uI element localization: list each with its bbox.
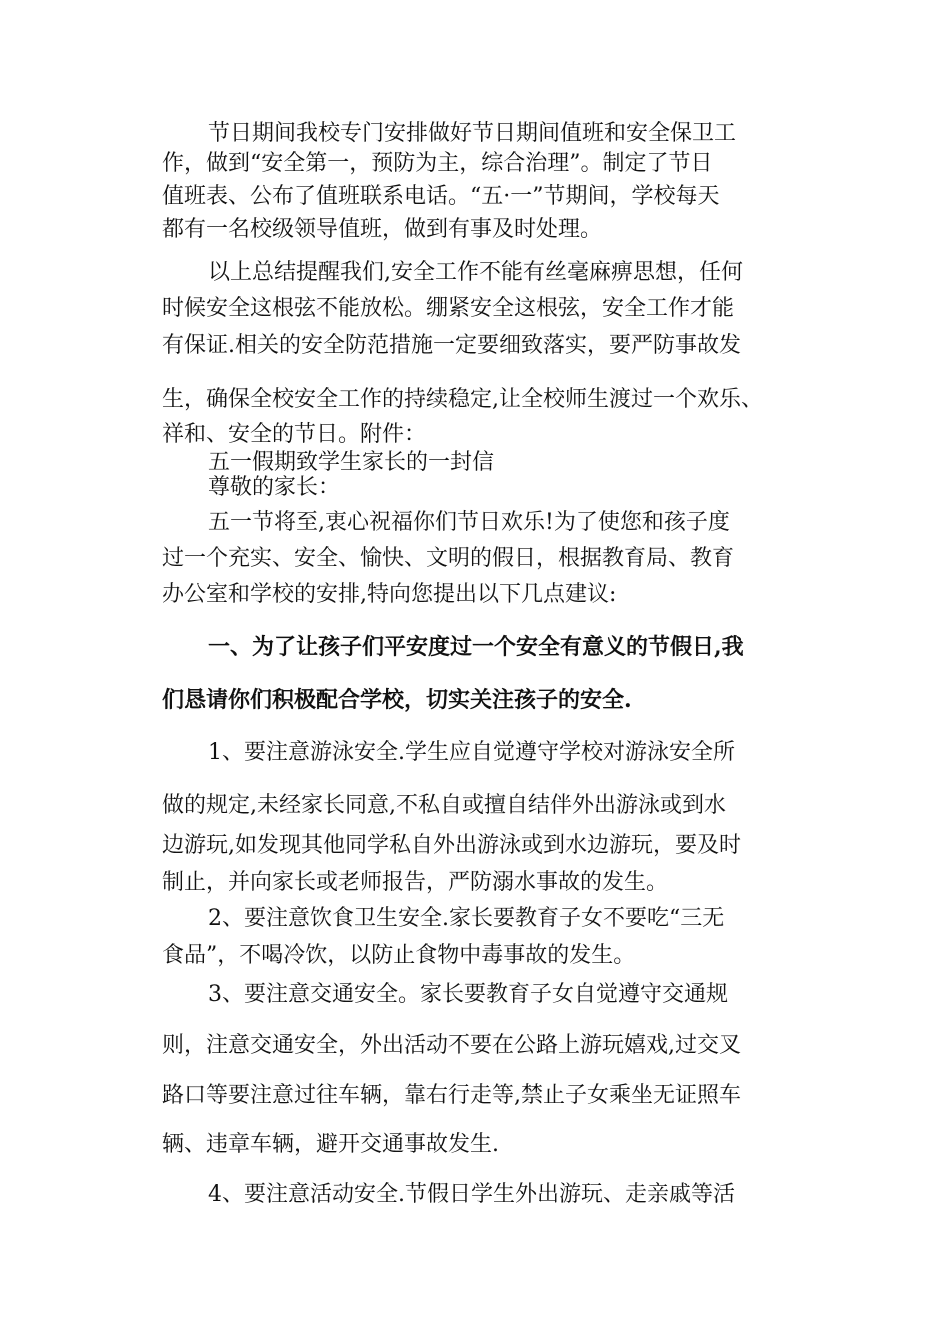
text-line: 1、要注意游泳安全.学生应自觉遵守学校对游泳安全所	[208, 740, 735, 765]
text-line: 则，注意交通安全，外出活动不要在公路上游玩嬉戏,过交叉	[162, 1033, 741, 1058]
section-heading-line: 一、为了让孩子们平安度过一个安全有意义的节假日,我	[208, 634, 744, 660]
text-line: 3、要注意交通安全。家长要教育子女自觉遵守交通规	[208, 982, 728, 1007]
text-line: 路口等要注意过往车辆，靠右行走等,禁止子女乘坐无证照车	[162, 1083, 741, 1108]
text-line: 辆、违章车辆，避开交通事故发生.	[162, 1132, 499, 1157]
text-line: 祥和、安全的节日。附件：	[162, 422, 427, 447]
text-line: 值班表、公布了值班联系电话。“五·一”节期间，学校每天	[162, 184, 720, 209]
text-line: 作，做到“安全第一，预防为主，综合治理”。制定了节日	[162, 151, 713, 176]
text-line: 五一假期致学生家长的一封信	[208, 450, 495, 475]
text-line: 五一节将至,衷心祝福你们节日欢乐!为了使您和孩子度	[208, 510, 730, 535]
text-line: 边游玩,如发现其他同学私自外出游泳或到水边游玩，要及时	[162, 833, 741, 858]
text-line: 做的规定,未经家长同意,不私自或擅自结伴外出游泳或到水	[162, 793, 726, 818]
text-line: 办公室和学校的安排,特向您提出以下几点建议:	[162, 582, 617, 607]
text-line: 有保证.相关的安全防范措施一定要细致落实，要严防事故发	[162, 333, 741, 358]
text-line: 以上总结提醒我们,安全工作不能有丝毫麻痹思想，任何	[208, 260, 743, 285]
text-line: 节日期间我校专门安排做好节日期间值班和安全保卫工	[208, 121, 737, 146]
text-line: 过一个充实、安全、愉快、文明的假日，根据教育局、教育	[162, 546, 735, 571]
text-line: 食品”，不喝冷饮，以防止食物中毒事故的发生。	[162, 943, 636, 968]
text-line: 2、要注意饮食卫生安全.家长要教育子女不要吃“三无	[208, 906, 725, 931]
text-line: 4、要注意活动安全.节假日学生外出游玩、走亲戚等活	[208, 1182, 735, 1207]
text-line: 制止，并向家长或老师报告，严防溺水事故的发生。	[162, 870, 669, 895]
text-line: 生，确保全校安全工作的持续稳定,让全校师生渡过一个欢乐、	[162, 387, 763, 412]
text-line: 尊敬的家长：	[208, 475, 341, 500]
section-heading-line: 们恳请你们积极配合学校，切实关注孩子的安全.	[162, 687, 632, 713]
text-line: 时候安全这根弦不能放松。绷紧安全这根弦，安全工作才能	[162, 296, 735, 321]
text-line: 都有一名校级领导值班，做到有事及时处理。	[162, 217, 603, 242]
